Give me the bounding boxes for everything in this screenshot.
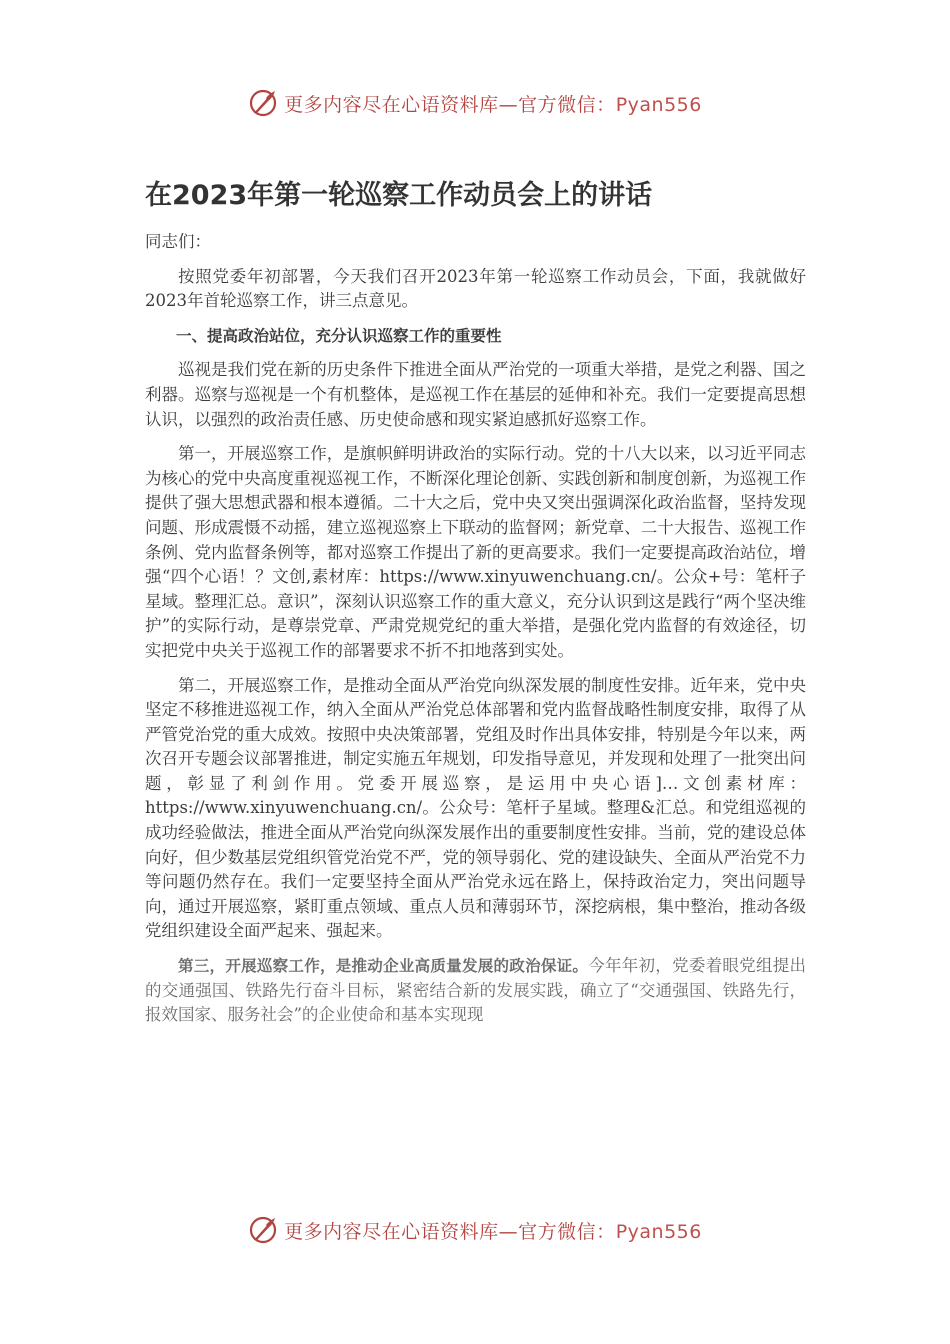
- document-body: [145, 230, 806, 1038]
- first-point-paragraph: 第一，开展巡察工作，是旗帜鲜明讲政治的实际行动。党的十八大以来，以习近平同志为核心的党中央高度重视巡视工作，不断深化理论创新、实践创新和制度创新，为巡视工作提供了强大思想武器和根本遵循。二十大之后，党中央又突出强调深化政治监督，坚持发现问题、形成震慑不动摇，建立巡视巡察上下联动的监督网；新党章、二十大报告、巡视工作条例、党内监督条例等，都对巡察工作提出了新的更高要求。我们一定要提高政治站位，增强“四个心语！？文创,素材库：https://www.xinyuwenchuang.cn/。公众+号：笔杆子星域。整理汇总。意识”，深刻认识巡察工作的重大意义，充分认识到这是践行“两个坚决维护”的实际行动，是尊崇党章、严肃党规党纪的重大举措，是强化党内监督的有效途径，切实把党中央关于巡视工作的部署要求不折不扣地落到实处。: [145, 444, 806, 660]
- quill-logo-icon: [248, 1215, 278, 1245]
- salutation: 同志们：: [145, 232, 211, 251]
- third-point-paragraph: [145, 954, 806, 1028]
- banner-wechat-id: Pyan556: [615, 1220, 702, 1243]
- intro-paragraph: 按照党委年初部署，今天我们召开2023年第一轮巡察工作动员会，下面，我就做好2023年首轮巡察工作，讲三点意见。: [145, 266, 806, 311]
- banner-official-text: 官方微信：: [518, 1220, 616, 1243]
- banner-main-text: 更多内容尽在心语资料库: [284, 1220, 499, 1243]
- second-point-paragraph: 第二，开展巡察工作，是推动全面从严治党向纵深发展的制度性安排。近年来，党中央坚定不移推进巡视工作，纳入全面从严治党总体部署和党内监督战略性制度安排，取得了从严管党治党的重大成效。按照中央决策部署，党组及时作出具体安排，特别是今年以来，两次召开专题会议部署推进，制定实施五年规划，印发指导意见，并发现和处理了一批突出问题，彰显了利剑作用。党委开展巡察，是运用中央心语]…文创素材库：https://www.xinyuwenchuang.cn/。公众号：笔杆子星域。整理&汇总。和党组巡视的成功经验做法，推进全面从严治党向纵深发展作出的重要制度性安排。当前，党的建设总体向好，但少数基层党组织管党治党不严，党的领导弱化、党的建设缺失、全面从严治党不力等问题仍然存在。我们一定要坚持全面从严治党永远在路上，保持政治定力，突出问题导向，通过开展巡察，紧盯重点领域、重点人员和薄弱环节，深挖病根，集中整治，推动各级党组织建设全面严起来、强起来。: [145, 675, 806, 941]
- quill-logo-icon: [248, 88, 278, 118]
- document-title: 在2023年第一轮巡察工作动员会上的讲话: [145, 180, 653, 211]
- section1-heading: 一、提高政治站位，充分认识巡察工作的重要性: [176, 326, 502, 345]
- banner-separator: —: [498, 93, 519, 116]
- banner-wechat-id: Pyan556: [615, 93, 702, 116]
- banner-text: [284, 90, 702, 117]
- banner-main-text: 更多内容尽在心语资料库: [284, 93, 499, 116]
- bottom-watermark-banner: [0, 1210, 950, 1250]
- third-point-rest: 今年年初，党委着眼党组提出的交通强国、铁路先行奋斗目标，紧密结合新的发展实践，确立了“交通强国、铁路先行，报效国家、服务社会”的企业使命和基本实现现: [145, 956, 806, 1025]
- banner-official-text: 官方微信：: [518, 93, 616, 116]
- section1-paragraph: 巡视是我们党在新的历史条件下推进全面从严治党的一项重大举措，是党之利器、国之利器。巡察与巡视是一个有机整体，是巡视工作在基层的延伸和补充。我们一定要提高思想认识，以强烈的政治责任感、历史使命感和现实紧迫感抓好巡察工作。: [145, 360, 806, 429]
- banner-text: [284, 1217, 702, 1244]
- banner-separator: —: [498, 1220, 519, 1243]
- top-watermark-banner: [0, 83, 950, 123]
- third-point-lead: 第三，开展巡察工作，是推动企业高质量发展的政治保证。: [178, 957, 589, 976]
